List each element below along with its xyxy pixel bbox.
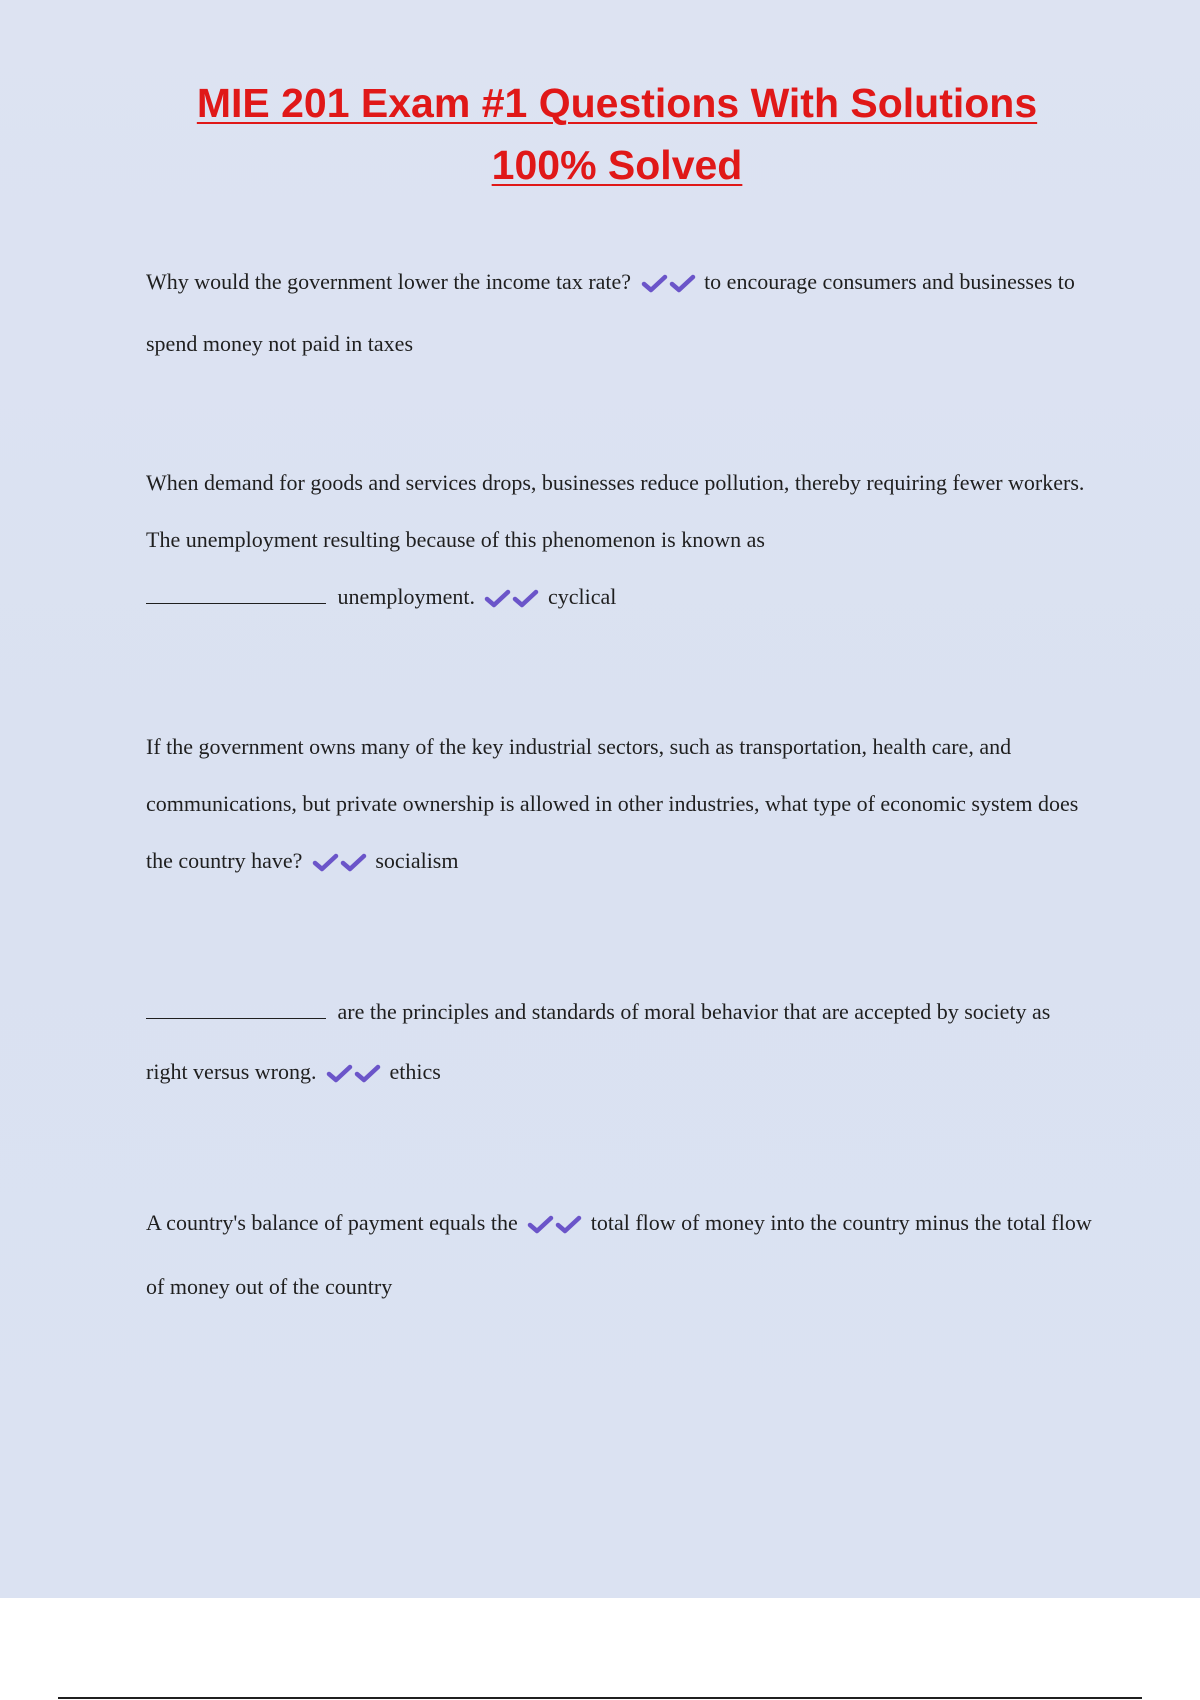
question-4 <box>146 982 1096 1104</box>
check-icon <box>512 589 540 609</box>
question-answer: socialism <box>375 848 459 873</box>
title-line-1: MIE 201 Exam #1 Questions With Solutions <box>196 80 1038 126</box>
answer-checks <box>527 1192 583 1254</box>
check-icon <box>484 589 512 609</box>
check-icon <box>527 1215 555 1235</box>
question-answer: cyclical <box>547 584 617 609</box>
check-icon <box>354 1064 382 1084</box>
title-line-2: 100% Solved <box>491 142 743 188</box>
check-icon <box>340 853 368 873</box>
question-5 <box>146 1192 1096 1318</box>
question-prompt: A country's balance of payment equals the <box>146 1210 518 1235</box>
check-icon <box>669 274 697 294</box>
answer-checks <box>484 568 540 625</box>
page-divider <box>58 1697 1142 1699</box>
answer-checks <box>312 832 368 889</box>
answer-checks <box>326 1042 382 1102</box>
question-3 <box>146 718 1096 891</box>
question-prompt-after-blank: unemployment. <box>337 584 475 609</box>
question-prompt: When demand for goods and services drops, businesses reduce pollution, thereby requiring fewer workers. The unemployment resulting because of this phenomenon is known as <box>146 470 1085 552</box>
document-title <box>0 72 1200 196</box>
fill-in-blank <box>146 998 326 1019</box>
fill-in-blank <box>146 583 326 604</box>
question-1 <box>146 252 1096 374</box>
question-2 <box>146 454 1096 627</box>
question-prompt: If the government owns many of the key industrial sectors, such as transportation, health care, and communications, but private ownership is allowed in other industries, what type of economic system does the country have? <box>146 734 1079 873</box>
check-icon <box>326 1064 354 1084</box>
question-answer: total flow of money into the country minus the total flow of money out of the country <box>146 1210 1092 1299</box>
check-icon <box>641 274 669 294</box>
check-icon <box>312 853 340 873</box>
check-icon <box>555 1215 583 1235</box>
answer-checks <box>641 252 697 312</box>
question-prompt: Why would the government lower the income tax rate? <box>146 269 632 294</box>
question-prompt-after-blank: are the principles and standards of moral behavior that are accepted by society as right versus wrong. <box>146 999 1051 1084</box>
question-answer: to encourage consumers and businesses to spend money not paid in taxes <box>146 269 1075 356</box>
question-answer: ethics <box>389 1059 441 1084</box>
